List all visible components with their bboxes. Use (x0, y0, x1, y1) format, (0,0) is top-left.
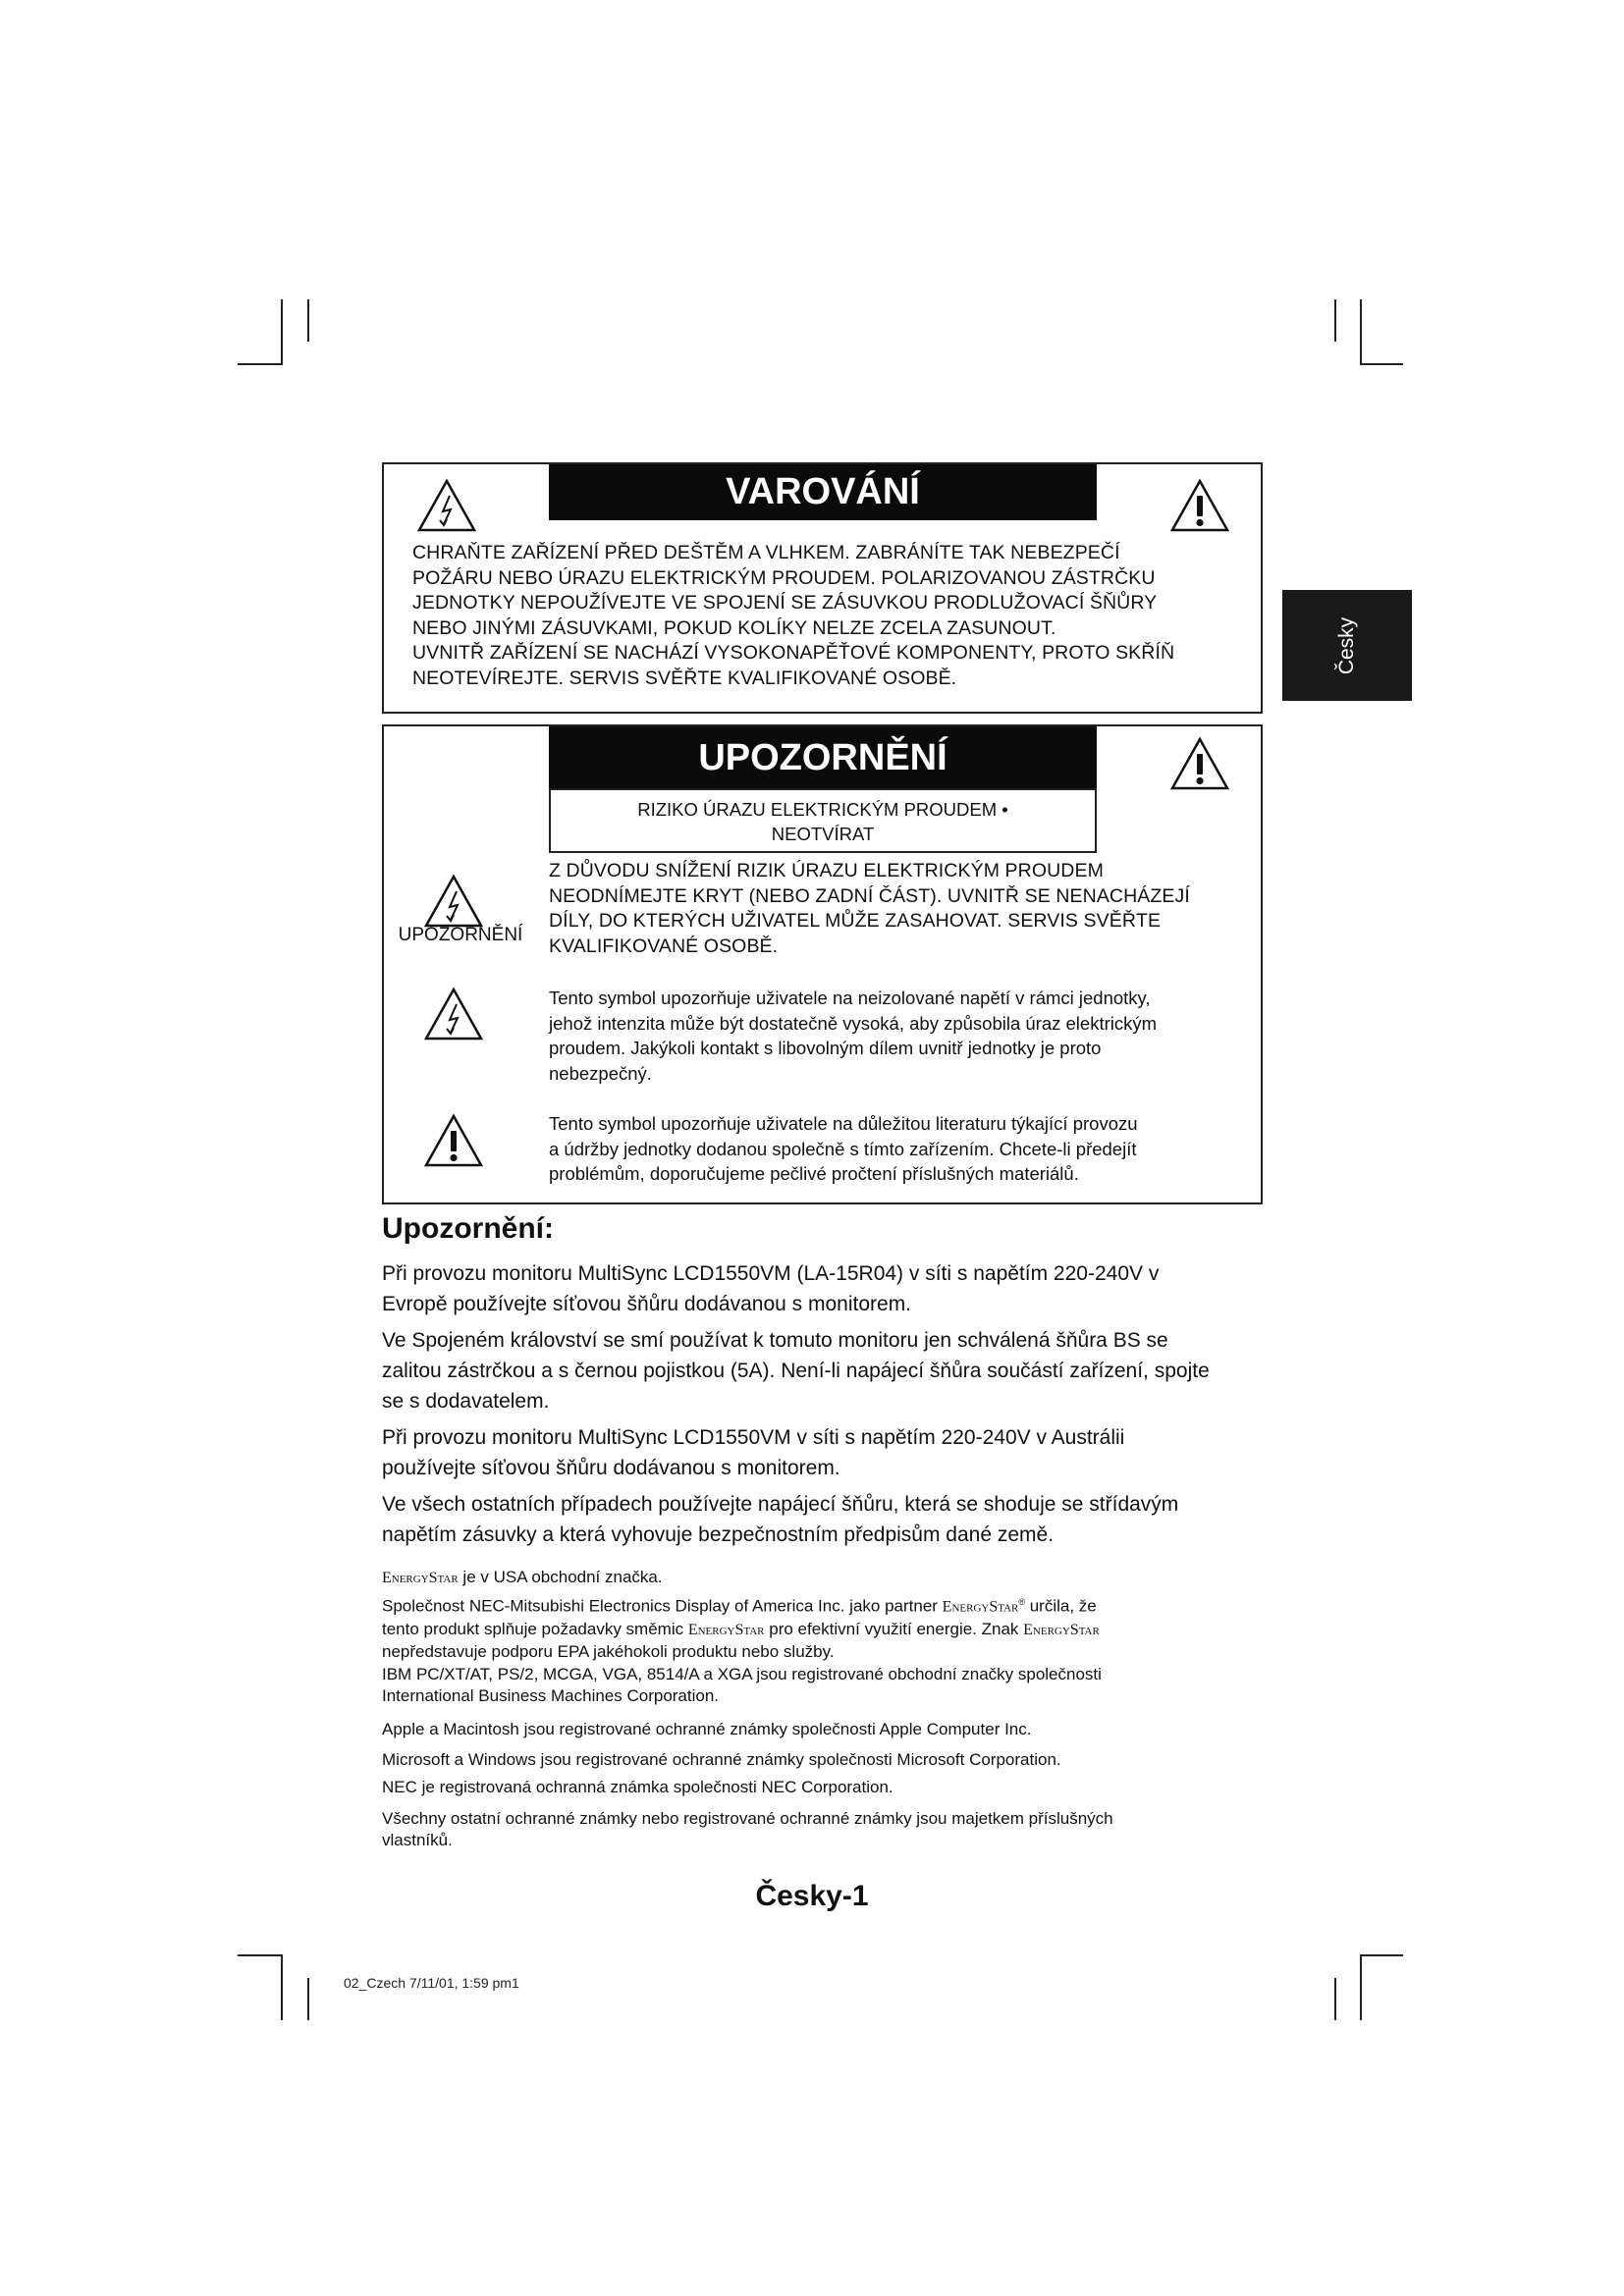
voltage-symbol-text (549, 986, 1256, 1086)
notice-paragraph (382, 1422, 1266, 1483)
warning-text (412, 541, 1247, 691)
caution-line: NEODNÍMEJTE KRYT (NEBO ZADNÍ ČÁST). UVNITŘ SE NENACHÁZEJÍ (549, 884, 1190, 907)
risk-line: NEOTVÍRAT (771, 824, 875, 844)
trademark-others (382, 1808, 1266, 1851)
paragraph-line: napětím zásuvky a která vyhovuje bezpečnostním předpisům dané země. (382, 1523, 1055, 1546)
trademark-text: určila, že (1025, 1596, 1097, 1616)
notice-paragraph (382, 1258, 1266, 1319)
notice-paragraph (382, 1489, 1266, 1550)
trademark-line: IBM PC/XT/AT, PS/2, MCGA, VGA, 8514/A a XGA jsou registrované obchodní značky společnosti (382, 1665, 1102, 1683)
page-number: Česky-1 (755, 1880, 869, 1912)
paragraph-line: Ve Spojeném království se smí používat k tomuto monitoru jen schválená šňůra BS se (382, 1329, 1168, 1352)
warning-line: NEBO JINÝMI ZÁSUVKAMI, POKUD KOLÍKY NELZE ZCELA ZASUNOUT. (412, 616, 1056, 639)
trademark-microsoft: Microsoft a Windows jsou registrované ochranné známky společnosti Microsoft Corporation. (382, 1750, 1061, 1769)
voltage-line: Tento symbol upozorňuje uživatele na neizolované napětí v rámci jednotky, (549, 988, 1151, 1008)
exclamation-triangle-icon (423, 1113, 484, 1168)
risk-line: RIZIKO ÚRAZU ELEKTRICKÝM PROUDEM • (637, 799, 1008, 820)
exclamation-triangle-icon (1169, 736, 1230, 791)
energystar-mark: EnergyStar (687, 1621, 765, 1638)
language-tab (1282, 590, 1412, 701)
caution-line: KVALIFIKOVANÉ OSOBĚ. (549, 934, 779, 957)
trademark-line: vlastníků. (382, 1831, 453, 1849)
registered-mark: ® (1018, 1597, 1025, 1607)
trademark-nec-partner (382, 1591, 1266, 1663)
trademark-line (382, 1619, 1266, 1641)
trademark-apple: Apple a Macintosh jsou registrované ochranné známky společnosti Apple Computer Inc. (382, 1720, 1032, 1738)
warning-line: NEOTEVÍREJTE. SERVIS SVĚŘTE KVALIFIKOVANÉ OSOBĚ. (412, 667, 957, 689)
lightning-triangle-icon (423, 987, 484, 1041)
caution-line: Z DŮVODU SNÍŽENÍ RIZIK ÚRAZU ELEKTRICKÝM PROUDEM (549, 860, 1104, 881)
trademark-ibm (382, 1664, 1266, 1707)
print-slug: 02_Czech 7/11/01, 1:59 pm1 (344, 1975, 519, 1991)
caution-title: UPOZORNĚNÍ (549, 726, 1097, 790)
trademark-line: nepředstavuje podporu EPA jakéhokoli produktu nebo služby. (382, 1641, 835, 1661)
paragraph-line: zalitou zástrčkou a s černou pojistkou (5A). Není-li napájecí šňůra součástí zařízení, spojte (382, 1360, 1210, 1382)
trademark-energystar (382, 1567, 1266, 1589)
voltage-line: jehož intenzita může být dostatečně vysoká, aby způsobila úraz elektrickým (549, 1012, 1158, 1034)
trademark-text: pro efektivní využití energie. Znak (764, 1619, 1024, 1638)
caution-box (382, 724, 1263, 1204)
caution-main-text (549, 859, 1256, 959)
trademark-text: Společnost NEC-Mitsubishi Electronics Display of America Inc. jako partner (382, 1596, 943, 1616)
risk-label-box (549, 788, 1097, 853)
language-tab-label: Česky (1335, 616, 1358, 674)
notice-paragraph (382, 1325, 1266, 1416)
literature-line: Tento symbol upozorňuje uživatele na důležitou literaturu týkající provozu (549, 1113, 1138, 1134)
voltage-line: nebezpečný. (549, 1062, 652, 1084)
notice-heading: Upozornění: (382, 1212, 554, 1245)
warning-box (382, 462, 1263, 714)
paragraph-line: Při provozu monitoru MultiSync LCD1550VM v síti s napětím 220-240V v Austrálii (382, 1426, 1125, 1449)
trademark-line (382, 1591, 1266, 1619)
paragraph-line: Při provozu monitoru MultiSync LCD1550VM (LA-15R04) v síti s napětím 220-240V v (382, 1262, 1160, 1285)
warning-line: CHRAŇTE ZAŘÍZENÍ PŘED DEŠTĚM A VLHKEM. ZABRÁNÍTE TAK NEBEZPEČÍ (412, 542, 1120, 563)
caution-icon-label: UPOZORNĚNÍ (398, 925, 523, 945)
lightning-triangle-icon (416, 478, 477, 533)
warning-line: UVNITŘ ZAŘÍZENÍ SE NACHÁZÍ VYSOKONAPĚŤOVÉ KOMPONENTY, PROTO SKŘÍŇ (412, 642, 1175, 664)
energystar-mark: EnergyStar (942, 1598, 1019, 1616)
literature-line: problémům, doporučujeme pečlivé pročtení příslušných materiálů. (549, 1163, 1079, 1184)
trademark-line: International Business Machines Corporation. (382, 1686, 720, 1705)
trademark-line: Všechny ostatní ochranné známky nebo registrované ochranné známky jsou majetkem příslušných (382, 1809, 1113, 1828)
exclamation-triangle-icon (1169, 478, 1230, 533)
warning-line: POŽÁRU NEBO ÚRAZU ELEKTRICKÝM PROUDEM. POLARIZOVANOU ZÁSTRČKU (412, 566, 1156, 589)
trademark-text: je v USA obchodní značka. (458, 1568, 663, 1586)
energystar-mark: EnergyStar (382, 1570, 459, 1586)
paragraph-line: Ve všech ostatních případech používejte napájecí šňůru, která se shoduje se střídavým (382, 1493, 1179, 1516)
warning-title: VAROVÁNÍ (549, 464, 1097, 520)
literature-line: a údržby jednotky dodanou společně s tímto zařízením. Chcete-li předejít (549, 1138, 1137, 1159)
trademark-text: tento produkt splňuje požadavky směmic (382, 1619, 688, 1638)
lightning-triangle-icon (423, 874, 484, 929)
caution-line: DÍLY, DO KTERÝCH UŽIVATEL MŮŽE ZASAHOVAT. SERVIS SVĚŘTE (549, 910, 1162, 932)
paragraph-line: používejte síťovou šňůru dodávanou s monitorem. (382, 1457, 840, 1479)
paragraph-line: se s dodavatelem. (382, 1390, 550, 1413)
trademark-nec: NEC je registrovaná ochranná známka společnosti NEC Corporation. (382, 1778, 893, 1796)
warning-line: JEDNOTKY NEPOUŽÍVEJTE VE SPOJENÍ SE ZÁSUVKOU PRODLUŽOVACÍ ŠŇŮRY (412, 592, 1158, 614)
energystar-mark: EnergyStar (1023, 1621, 1100, 1638)
literature-symbol-text (549, 1111, 1256, 1187)
paragraph-line: Evropě používejte síťovou šňůru dodávanou s monitorem. (382, 1293, 912, 1315)
voltage-line: proudem. Jakýkoli kontakt s libovolným dílem uvnitř jednotky je proto (549, 1038, 1102, 1058)
